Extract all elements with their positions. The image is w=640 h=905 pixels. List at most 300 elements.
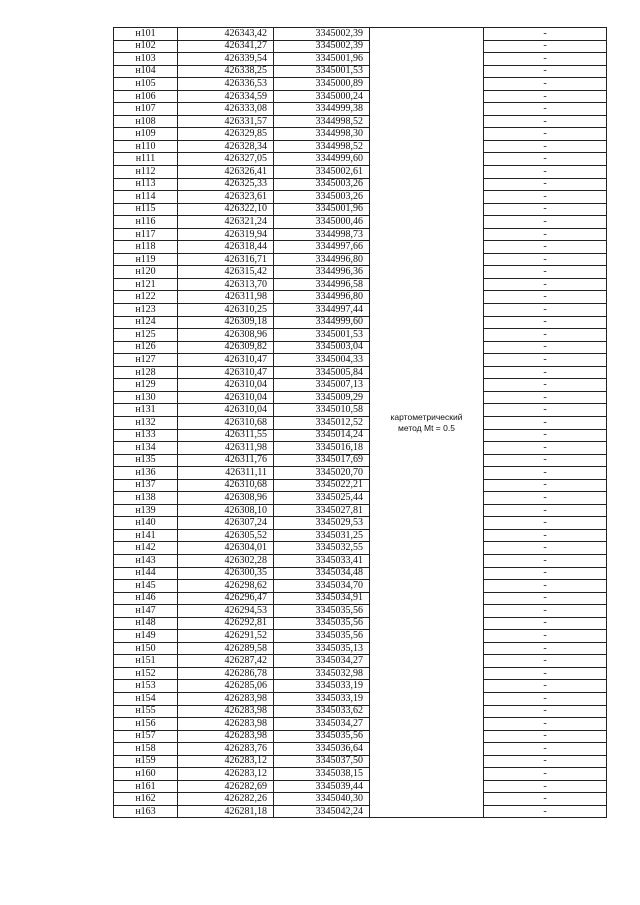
table-row xyxy=(114,479,607,492)
description-cell: - xyxy=(484,291,607,304)
description-cell: - xyxy=(484,529,607,542)
y-coordinate-cell: 3345027,81 xyxy=(274,504,370,517)
x-coordinate-cell: 426311,11 xyxy=(178,467,274,480)
point-id-cell: н157 xyxy=(114,730,178,743)
point-id-cell: н122 xyxy=(114,291,178,304)
y-coordinate-cell: 3345032,98 xyxy=(274,667,370,680)
x-coordinate-cell: 426321,24 xyxy=(178,216,274,229)
method-cell xyxy=(370,28,484,818)
table-row xyxy=(114,617,607,630)
point-id-cell: н104 xyxy=(114,65,178,78)
y-coordinate-cell: 3345002,61 xyxy=(274,166,370,179)
x-coordinate-cell: 426298,62 xyxy=(178,580,274,593)
point-id-cell: н121 xyxy=(114,278,178,291)
point-id-cell: н114 xyxy=(114,191,178,204)
table-row xyxy=(114,304,607,317)
point-id-cell: н162 xyxy=(114,793,178,806)
table-row xyxy=(114,28,607,41)
description-cell: - xyxy=(484,504,607,517)
table-row xyxy=(114,416,607,429)
table-row xyxy=(114,203,607,216)
y-coordinate-cell: 3344997,66 xyxy=(274,241,370,254)
table-row xyxy=(114,115,607,128)
x-coordinate-cell: 426333,08 xyxy=(178,103,274,116)
point-id-cell: н129 xyxy=(114,379,178,392)
description-cell: - xyxy=(484,78,607,91)
table-row xyxy=(114,140,607,153)
y-coordinate-cell: 3345001,53 xyxy=(274,329,370,342)
point-id-cell: н132 xyxy=(114,416,178,429)
point-id-cell: н105 xyxy=(114,78,178,91)
description-cell: - xyxy=(484,153,607,166)
coordinates-table xyxy=(113,27,607,818)
point-id-cell: н145 xyxy=(114,580,178,593)
table-row xyxy=(114,630,607,643)
x-coordinate-cell: 426305,52 xyxy=(178,529,274,542)
x-coordinate-cell: 426283,98 xyxy=(178,705,274,718)
x-coordinate-cell: 426281,18 xyxy=(178,805,274,818)
point-id-cell: н123 xyxy=(114,304,178,317)
x-coordinate-cell: 426283,12 xyxy=(178,768,274,781)
x-coordinate-cell: 426311,98 xyxy=(178,291,274,304)
point-id-cell: н124 xyxy=(114,316,178,329)
y-coordinate-cell: 3344998,73 xyxy=(274,228,370,241)
point-id-cell: н143 xyxy=(114,554,178,567)
y-coordinate-cell: 3345005,84 xyxy=(274,366,370,379)
y-coordinate-cell: 3344997,44 xyxy=(274,304,370,317)
point-id-cell: н136 xyxy=(114,467,178,480)
table-row xyxy=(114,429,607,442)
table-row xyxy=(114,492,607,505)
x-coordinate-cell: 426308,96 xyxy=(178,329,274,342)
table-row xyxy=(114,354,607,367)
point-id-cell: н138 xyxy=(114,492,178,505)
description-cell: - xyxy=(484,28,607,41)
x-coordinate-cell: 426338,25 xyxy=(178,65,274,78)
table-row xyxy=(114,780,607,793)
table-row xyxy=(114,178,607,191)
table-row xyxy=(114,228,607,241)
description-cell: - xyxy=(484,216,607,229)
y-coordinate-cell: 3345001,53 xyxy=(274,65,370,78)
y-coordinate-cell: 3345003,26 xyxy=(274,191,370,204)
x-coordinate-cell: 426310,68 xyxy=(178,479,274,492)
x-coordinate-cell: 426310,25 xyxy=(178,304,274,317)
description-cell: - xyxy=(484,429,607,442)
description-cell: - xyxy=(484,404,607,417)
x-coordinate-cell: 426328,34 xyxy=(178,140,274,153)
x-coordinate-cell: 426302,28 xyxy=(178,554,274,567)
table-row xyxy=(114,341,607,354)
point-id-cell: н163 xyxy=(114,805,178,818)
table-row xyxy=(114,730,607,743)
point-id-cell: н139 xyxy=(114,504,178,517)
x-coordinate-cell: 426309,82 xyxy=(178,341,274,354)
x-coordinate-cell: 426310,47 xyxy=(178,354,274,367)
table-row xyxy=(114,755,607,768)
x-coordinate-cell: 426283,76 xyxy=(178,743,274,756)
x-coordinate-cell: 426289,58 xyxy=(178,642,274,655)
description-cell: - xyxy=(484,278,607,291)
x-coordinate-cell: 426341,27 xyxy=(178,40,274,53)
table-row xyxy=(114,166,607,179)
description-cell: - xyxy=(484,128,607,141)
point-id-cell: н154 xyxy=(114,692,178,705)
description-cell: - xyxy=(484,140,607,153)
x-coordinate-cell: 426309,18 xyxy=(178,316,274,329)
table-row xyxy=(114,454,607,467)
point-id-cell: н115 xyxy=(114,203,178,216)
point-id-cell: н158 xyxy=(114,743,178,756)
y-coordinate-cell: 3344998,52 xyxy=(274,115,370,128)
description-cell: - xyxy=(484,730,607,743)
x-coordinate-cell: 426285,06 xyxy=(178,680,274,693)
point-id-cell: н118 xyxy=(114,241,178,254)
y-coordinate-cell: 3345001,96 xyxy=(274,203,370,216)
x-coordinate-cell: 426307,24 xyxy=(178,517,274,530)
description-cell: - xyxy=(484,203,607,216)
x-coordinate-cell: 426291,52 xyxy=(178,630,274,643)
point-id-cell: н117 xyxy=(114,228,178,241)
description-cell: - xyxy=(484,329,607,342)
table-row xyxy=(114,216,607,229)
point-id-cell: н133 xyxy=(114,429,178,442)
description-cell: - xyxy=(484,605,607,618)
point-id-cell: н113 xyxy=(114,178,178,191)
x-coordinate-cell: 426300,35 xyxy=(178,567,274,580)
x-coordinate-cell: 426322,10 xyxy=(178,203,274,216)
point-id-cell: н141 xyxy=(114,529,178,542)
x-coordinate-cell: 426310,04 xyxy=(178,379,274,392)
point-id-cell: н119 xyxy=(114,253,178,266)
point-id-cell: н109 xyxy=(114,128,178,141)
y-coordinate-cell: 3345000,24 xyxy=(274,90,370,103)
table-row xyxy=(114,567,607,580)
table-row xyxy=(114,65,607,78)
description-cell: - xyxy=(484,768,607,781)
y-coordinate-cell: 3344996,58 xyxy=(274,278,370,291)
description-cell: - xyxy=(484,692,607,705)
y-coordinate-cell: 3345034,91 xyxy=(274,592,370,605)
x-coordinate-cell: 426283,98 xyxy=(178,730,274,743)
y-coordinate-cell: 3345025,44 xyxy=(274,492,370,505)
y-coordinate-cell: 3345000,89 xyxy=(274,78,370,91)
description-cell: - xyxy=(484,53,607,66)
description-cell: - xyxy=(484,655,607,668)
table-row xyxy=(114,316,607,329)
description-cell: - xyxy=(484,554,607,567)
table-row xyxy=(114,153,607,166)
description-cell: - xyxy=(484,391,607,404)
table-row xyxy=(114,580,607,593)
table-row xyxy=(114,529,607,542)
y-coordinate-cell: 3345010,58 xyxy=(274,404,370,417)
y-coordinate-cell: 3345033,41 xyxy=(274,554,370,567)
x-coordinate-cell: 426318,44 xyxy=(178,241,274,254)
x-coordinate-cell: 426336,53 xyxy=(178,78,274,91)
table-row xyxy=(114,291,607,304)
y-coordinate-cell: 3345016,18 xyxy=(274,442,370,455)
description-cell: - xyxy=(484,755,607,768)
x-coordinate-cell: 426286,78 xyxy=(178,667,274,680)
description-cell: - xyxy=(484,191,607,204)
description-cell: - xyxy=(484,805,607,818)
x-coordinate-cell: 426310,47 xyxy=(178,366,274,379)
description-cell: - xyxy=(484,793,607,806)
x-coordinate-cell: 426315,42 xyxy=(178,266,274,279)
point-id-cell: н112 xyxy=(114,166,178,179)
table-row xyxy=(114,743,607,756)
point-id-cell: н155 xyxy=(114,705,178,718)
point-id-cell: н147 xyxy=(114,605,178,618)
point-id-cell: н156 xyxy=(114,718,178,731)
point-id-cell: н151 xyxy=(114,655,178,668)
table-row xyxy=(114,329,607,342)
y-coordinate-cell: 3345014,24 xyxy=(274,429,370,442)
table-row xyxy=(114,605,607,618)
y-coordinate-cell: 3345033,62 xyxy=(274,705,370,718)
y-coordinate-cell: 3345035,56 xyxy=(274,630,370,643)
point-id-cell: н146 xyxy=(114,592,178,605)
description-cell: - xyxy=(484,630,607,643)
y-coordinate-cell: 3345002,39 xyxy=(274,40,370,53)
table-row xyxy=(114,517,607,530)
point-id-cell: н101 xyxy=(114,28,178,41)
point-id-cell: н144 xyxy=(114,567,178,580)
y-coordinate-cell: 3344996,80 xyxy=(274,253,370,266)
y-coordinate-cell: 3345022,21 xyxy=(274,479,370,492)
x-coordinate-cell: 426310,04 xyxy=(178,404,274,417)
description-cell: - xyxy=(484,354,607,367)
x-coordinate-cell: 426304,01 xyxy=(178,542,274,555)
point-id-cell: н150 xyxy=(114,642,178,655)
x-coordinate-cell: 426308,96 xyxy=(178,492,274,505)
table-row xyxy=(114,692,607,705)
y-coordinate-cell: 3345035,56 xyxy=(274,605,370,618)
y-coordinate-cell: 3344996,80 xyxy=(274,291,370,304)
y-coordinate-cell: 3345033,19 xyxy=(274,692,370,705)
point-id-cell: н140 xyxy=(114,517,178,530)
table-row xyxy=(114,40,607,53)
x-coordinate-cell: 426287,42 xyxy=(178,655,274,668)
y-coordinate-cell: 3345042,24 xyxy=(274,805,370,818)
x-coordinate-cell: 426326,41 xyxy=(178,166,274,179)
point-id-cell: н120 xyxy=(114,266,178,279)
x-coordinate-cell: 426310,04 xyxy=(178,391,274,404)
y-coordinate-cell: 3345034,70 xyxy=(274,580,370,593)
point-id-cell: н137 xyxy=(114,479,178,492)
y-coordinate-cell: 3345033,19 xyxy=(274,680,370,693)
y-coordinate-cell: 3345031,25 xyxy=(274,529,370,542)
table-row xyxy=(114,805,607,818)
table-row xyxy=(114,592,607,605)
y-coordinate-cell: 3345002,39 xyxy=(274,28,370,41)
point-id-cell: н128 xyxy=(114,366,178,379)
x-coordinate-cell: 426325,33 xyxy=(178,178,274,191)
description-cell: - xyxy=(484,316,607,329)
x-coordinate-cell: 426292,81 xyxy=(178,617,274,630)
description-cell: - xyxy=(484,780,607,793)
description-cell: - xyxy=(484,40,607,53)
x-coordinate-cell: 426329,85 xyxy=(178,128,274,141)
x-coordinate-cell: 426334,59 xyxy=(178,90,274,103)
description-cell: - xyxy=(484,65,607,78)
table-row xyxy=(114,103,607,116)
table-row xyxy=(114,705,607,718)
point-id-cell: н127 xyxy=(114,354,178,367)
description-cell: - xyxy=(484,178,607,191)
y-coordinate-cell: 3344999,38 xyxy=(274,103,370,116)
description-cell: - xyxy=(484,580,607,593)
x-coordinate-cell: 426313,70 xyxy=(178,278,274,291)
point-id-cell: н111 xyxy=(114,153,178,166)
table-row xyxy=(114,253,607,266)
table-row xyxy=(114,241,607,254)
y-coordinate-cell: 3345035,56 xyxy=(274,730,370,743)
point-id-cell: н103 xyxy=(114,53,178,66)
y-coordinate-cell: 3345004,33 xyxy=(274,354,370,367)
description-cell: - xyxy=(484,366,607,379)
point-id-cell: н159 xyxy=(114,755,178,768)
x-coordinate-cell: 426343,42 xyxy=(178,28,274,41)
description-cell: - xyxy=(484,642,607,655)
description-cell: - xyxy=(484,617,607,630)
x-coordinate-cell: 426296,47 xyxy=(178,592,274,605)
x-coordinate-cell: 426319,94 xyxy=(178,228,274,241)
description-cell: - xyxy=(484,479,607,492)
y-coordinate-cell: 3345003,26 xyxy=(274,178,370,191)
y-coordinate-cell: 3345034,27 xyxy=(274,718,370,731)
y-coordinate-cell: 3345034,48 xyxy=(274,567,370,580)
table-row xyxy=(114,718,607,731)
point-id-cell: н134 xyxy=(114,442,178,455)
table-row xyxy=(114,504,607,517)
description-cell: - xyxy=(484,90,607,103)
y-coordinate-cell: 3344999,60 xyxy=(274,153,370,166)
y-coordinate-cell: 3345001,96 xyxy=(274,53,370,66)
description-cell: - xyxy=(484,341,607,354)
y-coordinate-cell: 3345017,69 xyxy=(274,454,370,467)
point-id-cell: н108 xyxy=(114,115,178,128)
description-cell: - xyxy=(484,266,607,279)
y-coordinate-cell: 3344999,60 xyxy=(274,316,370,329)
description-cell: - xyxy=(484,705,607,718)
description-cell: - xyxy=(484,718,607,731)
point-id-cell: н160 xyxy=(114,768,178,781)
table-row xyxy=(114,366,607,379)
description-cell: - xyxy=(484,567,607,580)
x-coordinate-cell: 426311,98 xyxy=(178,442,274,455)
table-row xyxy=(114,278,607,291)
table-row xyxy=(114,90,607,103)
table-row xyxy=(114,554,607,567)
y-coordinate-cell: 3345012,52 xyxy=(274,416,370,429)
description-cell: - xyxy=(484,241,607,254)
point-id-cell: н135 xyxy=(114,454,178,467)
point-id-cell: н148 xyxy=(114,617,178,630)
point-id-cell: н102 xyxy=(114,40,178,53)
description-cell: - xyxy=(484,115,607,128)
description-cell: - xyxy=(484,517,607,530)
coordinates-table-body xyxy=(114,28,607,818)
table-row xyxy=(114,53,607,66)
x-coordinate-cell: 426283,12 xyxy=(178,755,274,768)
y-coordinate-cell: 3344996,36 xyxy=(274,266,370,279)
table-row xyxy=(114,667,607,680)
table-row xyxy=(114,542,607,555)
y-coordinate-cell: 3345003,04 xyxy=(274,341,370,354)
description-cell: - xyxy=(484,442,607,455)
y-coordinate-cell: 3345039,44 xyxy=(274,780,370,793)
x-coordinate-cell: 426283,98 xyxy=(178,692,274,705)
y-coordinate-cell: 3345036,64 xyxy=(274,743,370,756)
y-coordinate-cell: 3345000,46 xyxy=(274,216,370,229)
point-id-cell: н161 xyxy=(114,780,178,793)
table-row xyxy=(114,768,607,781)
point-id-cell: н142 xyxy=(114,542,178,555)
table-row xyxy=(114,655,607,668)
description-cell: - xyxy=(484,379,607,392)
table-row xyxy=(114,680,607,693)
point-id-cell: н116 xyxy=(114,216,178,229)
x-coordinate-cell: 426311,76 xyxy=(178,454,274,467)
table-row xyxy=(114,78,607,91)
y-coordinate-cell: 3345038,15 xyxy=(274,768,370,781)
point-id-cell: н106 xyxy=(114,90,178,103)
point-id-cell: н125 xyxy=(114,329,178,342)
table-row xyxy=(114,391,607,404)
point-id-cell: н131 xyxy=(114,404,178,417)
table-row xyxy=(114,793,607,806)
description-cell: - xyxy=(484,166,607,179)
x-coordinate-cell: 426294,53 xyxy=(178,605,274,618)
table-row xyxy=(114,379,607,392)
point-id-cell: н126 xyxy=(114,341,178,354)
description-cell: - xyxy=(484,103,607,116)
x-coordinate-cell: 426308,10 xyxy=(178,504,274,517)
x-coordinate-cell: 426283,98 xyxy=(178,718,274,731)
y-coordinate-cell: 3345020,70 xyxy=(274,467,370,480)
table-row xyxy=(114,404,607,417)
point-id-cell: н130 xyxy=(114,391,178,404)
x-coordinate-cell: 426331,57 xyxy=(178,115,274,128)
table-row xyxy=(114,467,607,480)
point-id-cell: н149 xyxy=(114,630,178,643)
x-coordinate-cell: 426316,71 xyxy=(178,253,274,266)
description-cell: - xyxy=(484,228,607,241)
y-coordinate-cell: 3344998,30 xyxy=(274,128,370,141)
method-text-line2: метод Mt = 0.5 xyxy=(398,422,455,433)
x-coordinate-cell: 426323,61 xyxy=(178,191,274,204)
table-row xyxy=(114,266,607,279)
y-coordinate-cell: 3345032,55 xyxy=(274,542,370,555)
point-id-cell: н153 xyxy=(114,680,178,693)
description-cell: - xyxy=(484,492,607,505)
x-coordinate-cell: 426327,05 xyxy=(178,153,274,166)
description-cell: - xyxy=(484,667,607,680)
y-coordinate-cell: 3345040,30 xyxy=(274,793,370,806)
description-cell: - xyxy=(484,542,607,555)
table-row xyxy=(114,191,607,204)
x-coordinate-cell: 426282,26 xyxy=(178,793,274,806)
description-cell: - xyxy=(484,592,607,605)
point-id-cell: н107 xyxy=(114,103,178,116)
y-coordinate-cell: 3345009,29 xyxy=(274,391,370,404)
point-id-cell: н110 xyxy=(114,140,178,153)
description-cell: - xyxy=(484,467,607,480)
y-coordinate-cell: 3345035,13 xyxy=(274,642,370,655)
description-cell: - xyxy=(484,680,607,693)
